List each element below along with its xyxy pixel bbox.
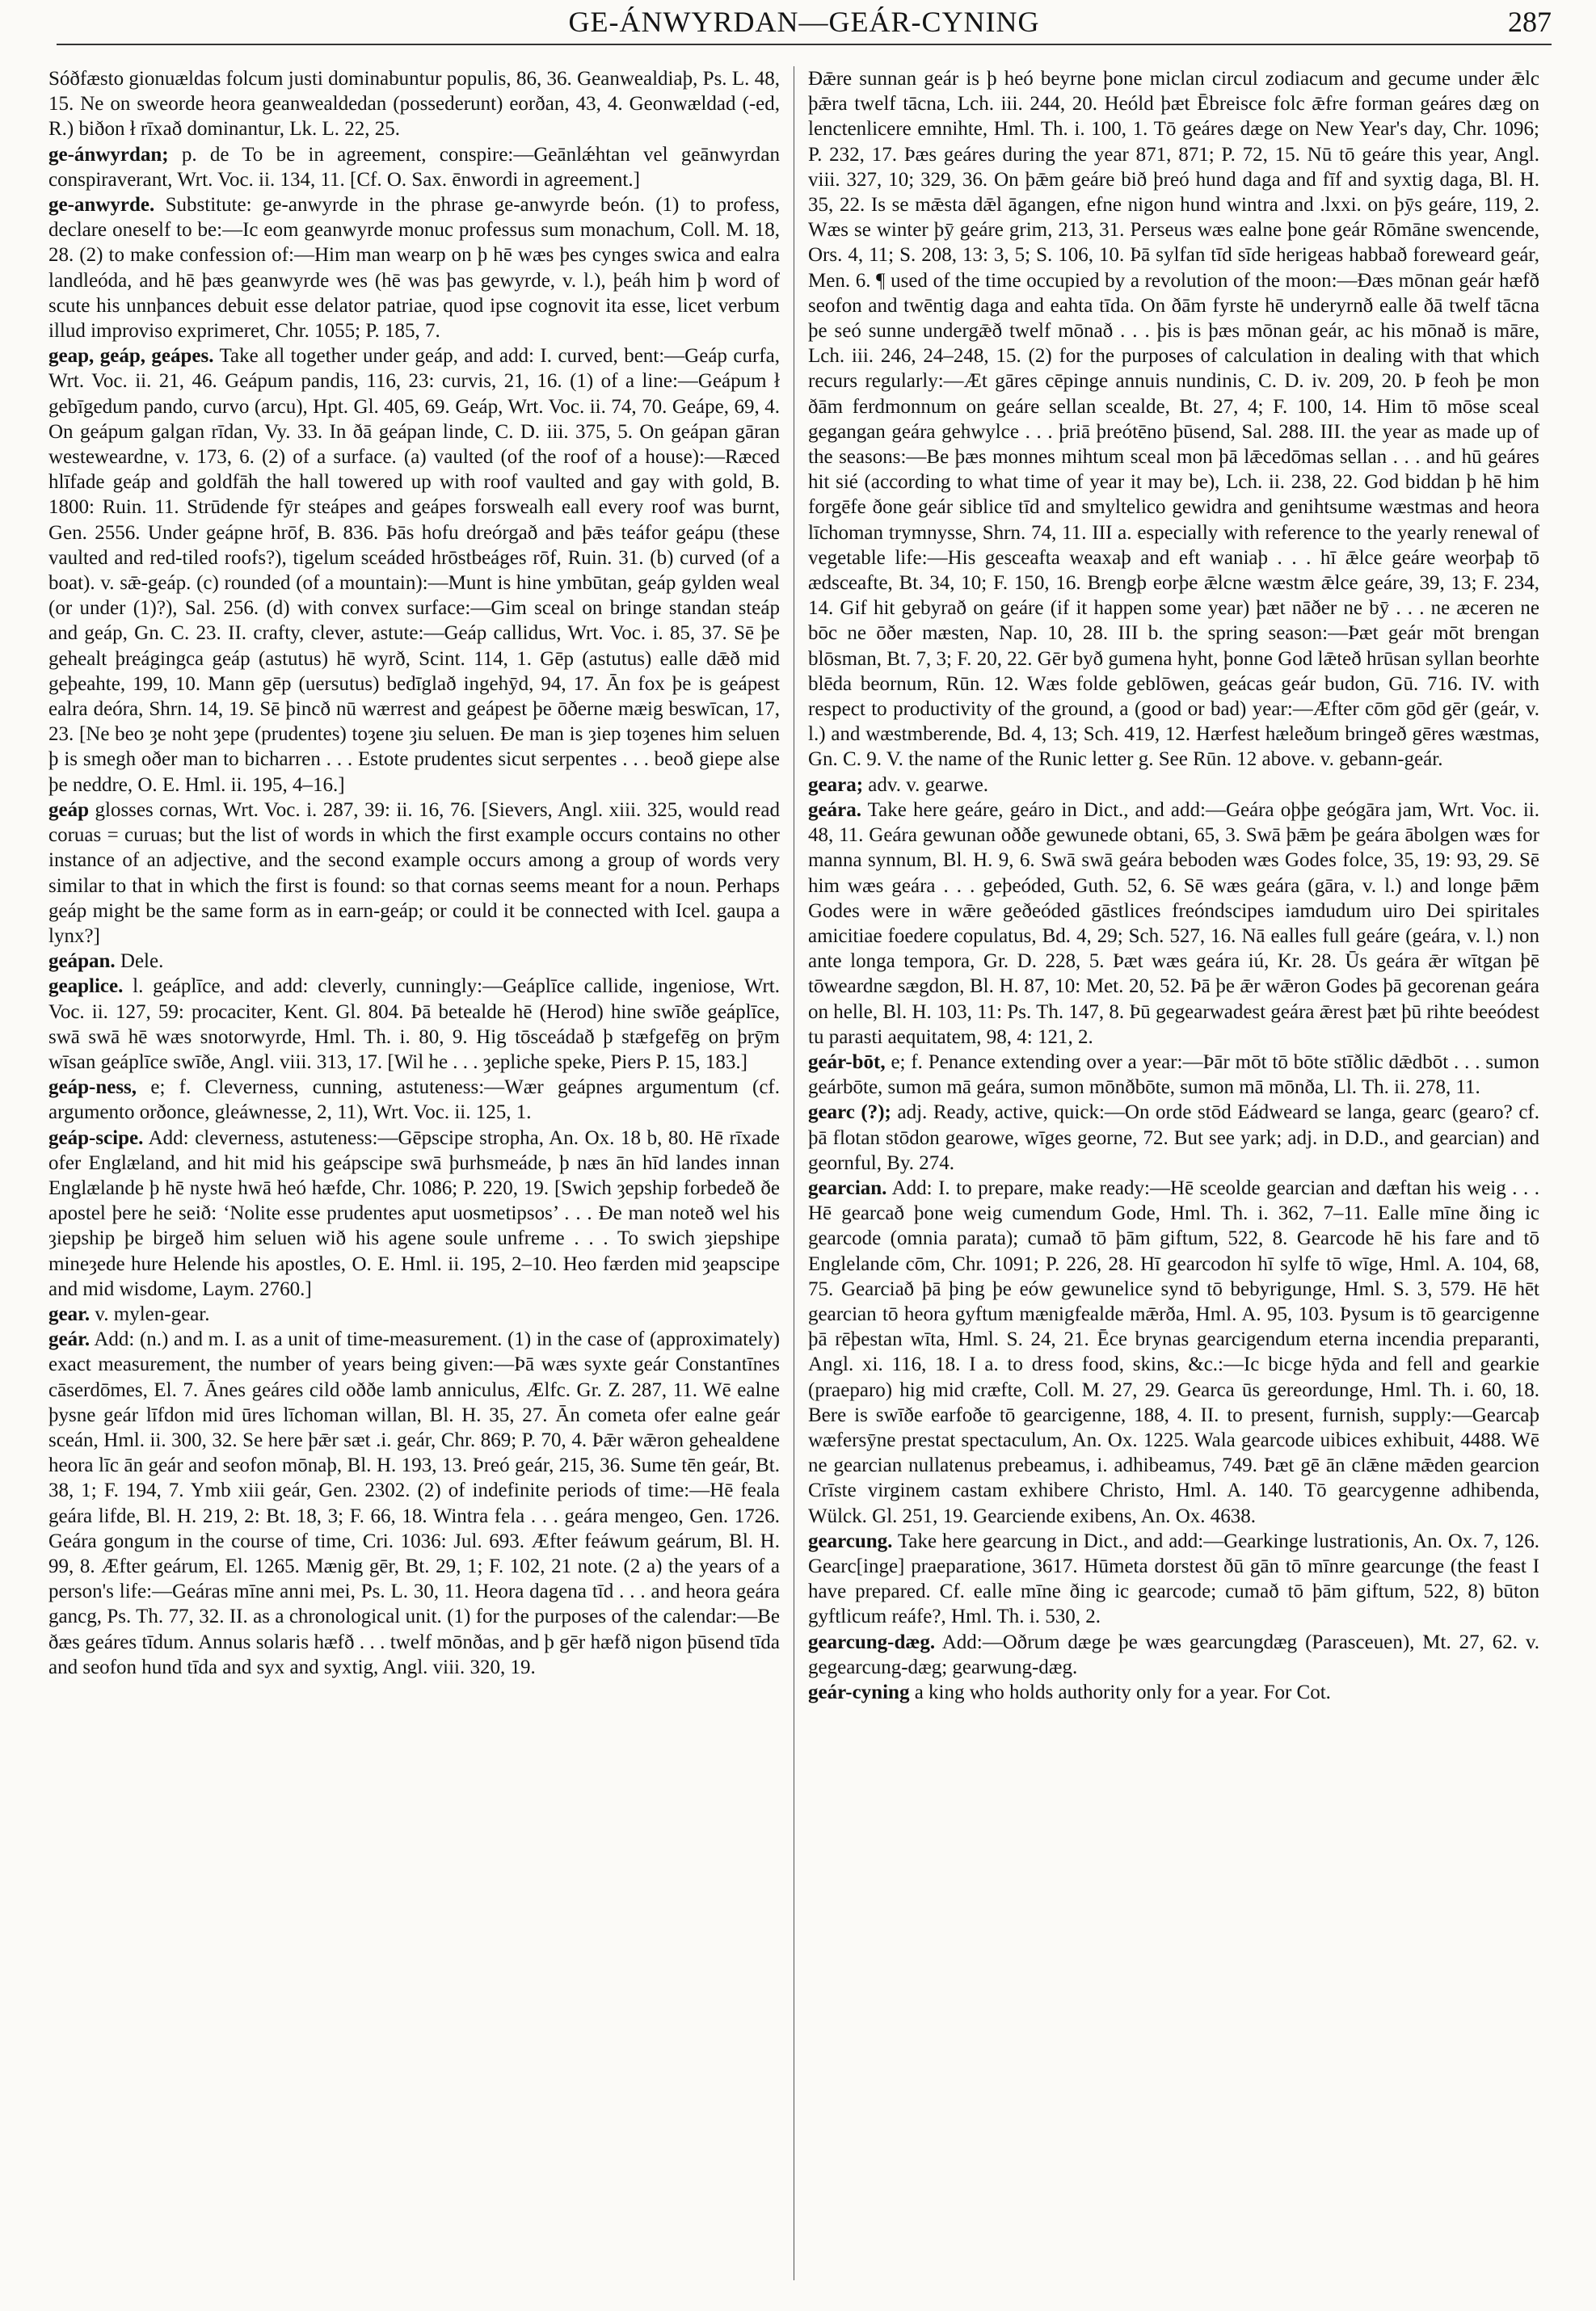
entry-headword: gearc (?);: [808, 1101, 891, 1124]
entry-headword: geár-bōt,: [808, 1050, 886, 1073]
entry-body: Substitute: ge-anwyrde in the phrase ge-anwyrde beón. (1) to profess, declare oneself to be:—Ic eom geanwyrde monuc professus sum monachum, Coll. M. 18, 28. (2) to make confession of:—Him man wearp on þ hē wæs þes cynges swica and ealra landleóda, and hē þæs geanwyrde wes (hē was þas gewyrde, v. l.), þeáh him þ word of scute his unnþances debuit esse delator patriae, quod ipse cognovit ita esse, licet verbum illud improviso exprimeret, Chr. 1055; P. 185, 7.: [48, 194, 780, 343]
entry-headword: gearcung.: [808, 1530, 893, 1552]
entry-body: Take here gearcung in Dict., and add:—Gearkinge lustrationis, An. Ox. 7, 126. Gearc[inge] praeparatione, 3617. Hūmeta dorstest ðū gān tō mīnre gearcunge (the feast I have prepared. Cf. ealle mīne ðing ic gearcode; cumað tō þām giftum, 522, 8) būton gyftlicum reáfe?, Hml. Th. i. 530, 2.: [808, 1530, 1539, 1628]
entry-body: adv. v. gearwe.: [868, 773, 989, 796]
entry-headword: geápan.: [48, 950, 116, 973]
page-number: 287: [1508, 6, 1552, 38]
entry-headword: geára.: [808, 798, 861, 821]
dictionary-entry: [48, 949, 780, 974]
entry-headword: gearcung-dæg.: [808, 1631, 936, 1653]
entry-body: Add: cleverness, astuteness:—Gēpscipe stropha, An. Ox. 18 b, 80. Hē rīxade ofer Englæland, and hit mid his geápscipe swā þurhsmeáde, þ næs ān hīd landes innan Englælande þ hē nyste hwā heó hæfde, Chr. 1086; P. 220, 19. [Swich ȝepship forbedeð ðe apostel þere he seið: ‘Nolite esse prudentes aput uosmetipsos’ . . . Ðe man noteð wel his ȝiepship þe birgeð him seluen wið his agene soule unfreme . . . To swich ȝiepshipe mineȝede hure Helende his apostles, O. E. Hml. ii. 195, 2–10. Heo færden mid ȝeapscipe and mid wisdome, Laym. 2760.]: [48, 1126, 780, 1300]
running-head: GE-ÁNWYRDAN—GEÁR-CYNING: [568, 6, 1040, 38]
dictionary-entry: [48, 142, 780, 192]
dictionary-entry: [48, 798, 780, 949]
entry-headword: geár.: [48, 1328, 91, 1351]
page-header: [57, 5, 1552, 45]
entry-body: Take all together under geáp, and add: I. curved, bent:—Geáp curfa, Wrt. Voc. ii. 21, 46. Geápum pandis, 116, 23: curvis, 21, 16. (1) of a line:—Geápum ł gebīgedum pando, curvo (arcu), Hpt. Gl. 405, 69. Geáp, Wrt. Voc. ii. 74, 70. Geápe, 69, 4. On geápum galgan rīdan, Vy. 33. In ðā geápan linde, C. D. iii. 375, 5. On geápan gāran westeweardne, v. 173, 6. (2) of a surface. (a) vaulted (of the roof of a house):—Ræced hlīfade geáp and goldfāh the hall towered up with roof vaulted and gay with gold, B. 1800: Ruin. 11. Strūdende fȳr steápes and geápes forswealh eall every roof was burnt, Gen. 2556. Under geápne hrōf, B. 836. Þās hofu dreórgað and þǣs teáfor geápu (these vaulted and red-tiled roofs?), tigelum sceáded hrōstbeáges rōf, Ruin. 31. (b) curved (of a boat). v. sǣ-geáp. (c) rounded (of a mountain):—Munt is hine ymbūtan, geáp gylden weal (or under (1)?), Sal. 256. (d) with convex surface:—Gim sceal on bringe standan steáp and geáp, Gn. C. 23. II. crafty, clever, astute:—Geáp callidus, Wrt. Voc. i. 85, 37. Sē þe gehealt þreágingca geáp (astutus) hē wyrð, Scint. 114, 1. Gēp (astutus) ealle dǣð mid geþeahte, 199, 10. Mann gēp (uersutus) bedīglað ingehȳd, 94, 17. Ān fox þe is geápest ealra deóra, Shrn. 14, 19. Sē þincð nū wærrest and geápest þe ōðerne mæig beswīcan, 17, 23. [Ne beo ȝe noht ȝepe (prudentes) toȝene ȝiu seluen. Ðe man is ȝiep toȝenes him seluen þ is smegh oðer man to bicharren . . . Estote prudentes sicut serpentes . . . beoð giepe alse þe neddre, O. E. Hml. ii. 195, 4–16.]: [48, 345, 780, 796]
dictionary-entry: [48, 1327, 780, 1680]
entry-body: Take here geáre, geáro in Dict., and add:—Geára oþþe geógāra jam, Wrt. Voc. ii. 48, 11. Geára gewunan oððe gewunede obtani, 65, 3. Swā þǣm þe geára ābolgen wæs for manna synnum, Bl. H. 9, 6. Swā swā geára beboden wæs Godes folce, 35, 19: 93, 29. Sē him wæs geára . . . geþeóded, Guth. 52, 6. Sē wæs geára (gāra, v. l.) and longe þǣm Godes were in wǣre geðeóded gāstlices freóndscipes iamdudum uiro Dei spiritales amicitiae foedere copulatus, Bd. 4, 29; Sch. 527, 16. Nā ealles full geáre (geára, v. l.) non ante longa tempora, Gr. D. 228, 5. Þæt wæs geára iú, Kr. 28. Ūs geára ǣr wītgan þē tōweardne sægdon, Bl. H. 87, 10: Met. 20, 52. Þā þe ǣr wǣron Godes þā gecorenan geára on helle, Bl. H. 103, 11: Ps. Th. 147, 8. Þū gegearwadest geára ǣrest þæt þū rihte beeódest tu parasti aequitatem, 98, 4: 121, 2.: [808, 798, 1539, 1048]
dictionary-entry: [808, 1630, 1539, 1680]
entry-body: v. mylen-gear.: [95, 1303, 210, 1325]
entry-body: Sóðfæsto gionuældas folcum justi dominabuntur populis, 86, 36. Geanwealdiaþ, Ps. L. 48, 15. Ne on sweorde heora geanwealdedan (possederunt) eorðan, 43, 4. Geonwældad (-ed, R.) biðon ł rīxað dominantur, Lk. L. 22, 25.: [48, 68, 780, 141]
entry-headword: gear.: [48, 1303, 91, 1325]
entry-body: Add:—Oðrum dæge þe wæs gearcungdæg (Parasceuen), Mt. 27, 62. v. gegearcung-dæg; gearwung-dæg.: [808, 1631, 1539, 1678]
entry-body: e; f. Penance extending over a year:—Þār mōt tō bōte stīðlic dǣdbōt . . . sumon geárbōte, sumon mā geára, sumon mōnðbōte, sumon mā mōnða, Ll. Th. ii. 278, 11.: [808, 1050, 1539, 1099]
dictionary-entry: [808, 1176, 1539, 1529]
entry-body: e; f. Cleverness, cunning, astuteness:—Wær geápnes argumentum (cf. argumento orðonce, gleáwnesse, 2, 11), Wrt. Voc. ii. 125, 1.: [48, 1076, 780, 1124]
entry-body: l. geáplīce, and add: cleverly, cunningly:—Geáplīce callide, ingeniose, Wrt. Voc. ii. 127, 59: procaciter, Kent. Gl. 804. Þā betealde hē (Herod) hine swīðe geáplīce, swā swā hē wæs snotorwyrde, Hml. Th. i. 80, 9. Hig tōsceádað þ stæfgefēg on þrȳm wīsan geáplīce swīðe, Angl. viii. 313, 17. [Wil he . . . ȝepliche speke, Piers P. 15, 183.]: [48, 975, 780, 1073]
dictionary-entry: [48, 66, 780, 142]
entry-body: Add: I. to prepare, make ready:—Hē sceolde gearcian and dæftan his weig . . . Hē gearcað þone weig cumendum Gode, Hml. Th. i. 362, 7–11. Ealle mīne ðing ic gearcode (omnia parata); cumað tō þām giftum, 522, 8. Gearcode hē his fare and tō Englelande cōm, Chr. 1091; P. 226, 28. Hī gearcodon hī sylfe tō wīge, Hml. A. 104, 68, 75. Gearciað þā þing þe eów gewunelice synd tō bebyrigunge, Hml. S. 3, 579. Hē hēt gearcian tō heora gyftum mænigfealde mǣrða, Hml. A. 95, 103. Þysum is tō gearcigenne þā rēþestan wīta, Hml. S. 24, 21. Ēce brynas gearcigendum eterna incendia preparanti, Angl. xi. 116, 18. I a. to dress food, skins, &c.:—Ic bicge hȳda and fell and gearkie (praeparo) hig mid cræfte, Coll. M. 27, 29. Gearca ūs gereordunge, Hml. Th. i. 60, 18. Bere is swīðe earfoðe tō gearcigenne, 188, 4. II. to present, furnish, supply:—Gearcaþ wæfersȳne prestat spectaculum, An. Ox. 1225. Wala gearcode uibices exhibuit, 4488. Wē ne gearcian nullatenus prebeamus, i. adhibeamus, 749. Þæt gē ān clǣne mǣden gearcion Crīste virginem castam exhibere Christo, Hml. A. 140. Tō gearcygenne adhibenda, Wülck. Gl. 251, 19. Gearciende exibens, An. Ox. 4638.: [808, 1177, 1539, 1527]
dictionary-entry: [48, 1126, 780, 1302]
left-column: [48, 66, 780, 2280]
entry-headword: geár-cyning: [808, 1682, 910, 1703]
dictionary-entry: [48, 1302, 780, 1327]
dictionary-entry: [808, 66, 1539, 772]
entry-headword: ge-anwyrde.: [48, 194, 155, 217]
dictionary-entry: [808, 798, 1539, 1050]
entry-body: p. de To be in agreement, conspire:—Geānlǽhtan vel geānwyrdan conspiraverant, Wrt. Voc. ii. 134, 11. [Cf. O. Sax. ēnwordi in agreement.]: [48, 143, 780, 191]
entry-headword: geáp-ness,: [48, 1076, 137, 1099]
entry-headword: geap, geáp, geápes.: [48, 345, 214, 368]
dictionary-entry: [808, 1529, 1539, 1630]
dictionary-entry: [808, 1100, 1539, 1176]
dictionary-entry: [48, 192, 780, 343]
right-column: [808, 66, 1539, 2280]
entry-headword: geáp: [48, 798, 89, 821]
dictionary-entry: [48, 974, 780, 1075]
entry-body: a king who holds authority only for a year. For Cot.: [914, 1682, 1331, 1703]
entry-body: adj. Ready, active, quick:—On orde stōd Eádweard se langa, gearc (gearo? cf. þā flotan stōdon gearowe, wīges georne, 72. But see yark; adj. in D.D., and gearcian) and geornful, By. 274.: [808, 1101, 1539, 1174]
entry-headword: gearcian.: [808, 1177, 887, 1199]
entry-body: Dele.: [120, 950, 164, 973]
entry-body: Add: (n.) and m. I. as a unit of time-measurement. (1) in the case of (approximately) exact measurement, the number of years being given:—Þā wæs syxte geár Constantīnes cāserdōmes, El. 7. Ānes geáres cild oððe lamb anniculus, Ælfc. Gr. Z. 287, 11. Wē ealne þysne geár līfdon mid ūres līchoman willan, Bl. H. 35, 27. Ān cometa ofer ealne geár sceán, Hml. ii. 300, 32. Se here þǣr sæt .i. geár, Chr. 869; P. 70, 4. Þǣr wǣron gehealdene heora līc ān geár and seofon mōnaþ, Bl. H. 193, 13. Þreó geár, 215, 36. Sume tēn geár, Bt. 38, 1; F. 194, 7. Ymb xiii geár, Gen. 2302. (2) of indefinite periods of time:—Hē feala geára lifde, Bl. H. 219, 2: Bt. 18, 3; F. 66, 18. Wintra fela . . . geára mengeo, Gen. 1726. Geára gongum in the course of time, Cri. 1036: Jul. 693. Æfter feáwum geárum, Bl. H. 99, 8. Æfter geárum, El. 1265. Mænig gēr, Bt. 29, 1; F. 102, 21 note. (2 a) the years of a person's life:—Geáras mīne anni mei, Ps. L. 30, 11. Heora dagena tīd . . . and heora geára gancg, Ps. Th. 77, 32. II. as a chronological unit. (1) for the purposes of the calendar:—Be ðæs geáres tīdum. Annus solaris hæfð . . . twelf mōnðas, and þ gēr hæfð nigon þūsend tīda and seofon hund tīda and syx and syxtig, Angl. viii. 320, 19.: [48, 1328, 780, 1678]
entry-body: Ðǣre sunnan geár is þ heó beyrne þone miclan circul zodiacum and gecume under ǣlc þǣra twelf tācna, Lch. iii. 244, 20. Heóld þæt Ēbreisce folc ǣfre forman geáres dæg on lenctenlicere emnihte, Hml. Th. i. 100, 1. Tō geáres dæge on New Year's day, Chr. 1096; P. 232, 17. Þæs geáres during the year 871, 871; P. 72, 15. Nū tō geáre this year, Angl. viii. 327, 10; 329, 36. On þǣm geáre bið þreó hund daga and fīf and syxtig daga, Bl. H. 35, 22. Is se mǣsta dǣl āgangen, efne nigon hund wintra and .lxxi. on þȳs geáre, 119, 2. Wæs se winter þȳ geáre grim, 213, 31. Perseus wæs ealne þone geár Rōmāne swencende, Ors. 4, 11; S. 208, 13: 3, 5; S. 106, 10. Þā sylfan tīd sīde herigeas habbað foreweard geár, Men. 6. ¶ used of the time occupied by a revolution of the moon:—Ðæs mōnan geár hæfð seofon and twēntig daga and eahta tīda. On ðām fyrste hē underyrnð ealle ðā twelf tācna þe seó sunne undergǣð twelf mōnað . . . þis is þæs mōnan geár, ac his mōnað is māre, Lch. iii. 246, 24–248, 15. (2) for the purposes of calculation in dealing with that which recurs regularly:—Æt gāres cēpinge annuis nundinis, C. D. iv. 209, 20. Þ feoh þe mon ðām ferdmonnum on geáre sellan scealde, Bt. 27, 4; F. 100, 14. Him tō mōse sceal gegangan geára gehwylce . . . þriā þreótēno þūsend, Sal. 288. III. the year as made up of the seasons:—Be þæs monnes mihtum sceal mon þā lǣcedōmas sellan . . . and hū geáres hit sié (according to what time of year it may be), Lch. ii. 238, 22. God biddan þ hē him forgēfe ðone geár siblice tīd and smyltelico gewidra and genihtsume wæstmas and heora līchoman trymnysse, Shrn. 74, 11. III a. especially with reference to the yearly renewal of vegetable life:—His gesceafta weaxaþ and eft waniaþ . . . hī ǣlce geáre weorþaþ tō ædsceafte, Bt. 34, 10; F. 150, 16. Brengþ eorþe ǣlcne wæstm ǣlce geáre, 39, 13; F. 234, 14. Gif hit gebyrað on geáre (if it happen some year) þæt nāðer ne bȳ . . . ne æceren ne bōc ne ōðer mæsten, Nap. 10, 28. III b. the spring season:—Þæt geár mōt brengan blōsman, Bt. 7, 3; F. 20, 22. Gēr byð gumena hyht, þonne God lǣteð hrūsan syllan beorhte blēda beornum, Rūn. 12. Wæs folde geblōwen, geácas geár budon, Gū. 716. IV. with respect to productivity of the ground, a (good or bad) year:—Æfter cōm gōd gēr (geár, v. l.) and wæstmberende, Bd. 4, 13; Sch. 419, 12. Hærfest hæleðum bringeð gēres wæstmas, Gn. C. 9. V. the name of the Runic letter g. See Rūn. 12 above. v. gebann-geár.: [808, 68, 1539, 771]
dictionary-entry: [48, 343, 780, 798]
dictionary-entry: [808, 1050, 1539, 1100]
entry-headword: geaplice.: [48, 975, 124, 998]
entry-headword: ge-ánwyrdan;: [48, 143, 169, 166]
entry-body: glosses cornas, Wrt. Voc. i. 287, 39: ii. 16, 76. [Sievers, Angl. xiii. 325, would read coruas = curuas; but the list of words in which the first example occurs contains no other instance of an adjective, and the second example occurs among a group of words very similar to that in which the first is found: so that cornas seems meant for a noun. Perhaps geáp might be the same form as in earn-geáp; or could it be connected with Icel. gaupa a lynx?]: [48, 798, 780, 947]
dictionary-entry: [808, 1680, 1539, 1705]
dictionary-entry: [48, 1075, 780, 1125]
entry-headword: geáp-scipe.: [48, 1126, 144, 1149]
entry-headword: geara;: [808, 773, 864, 796]
dictionary-entry: [808, 772, 1539, 798]
